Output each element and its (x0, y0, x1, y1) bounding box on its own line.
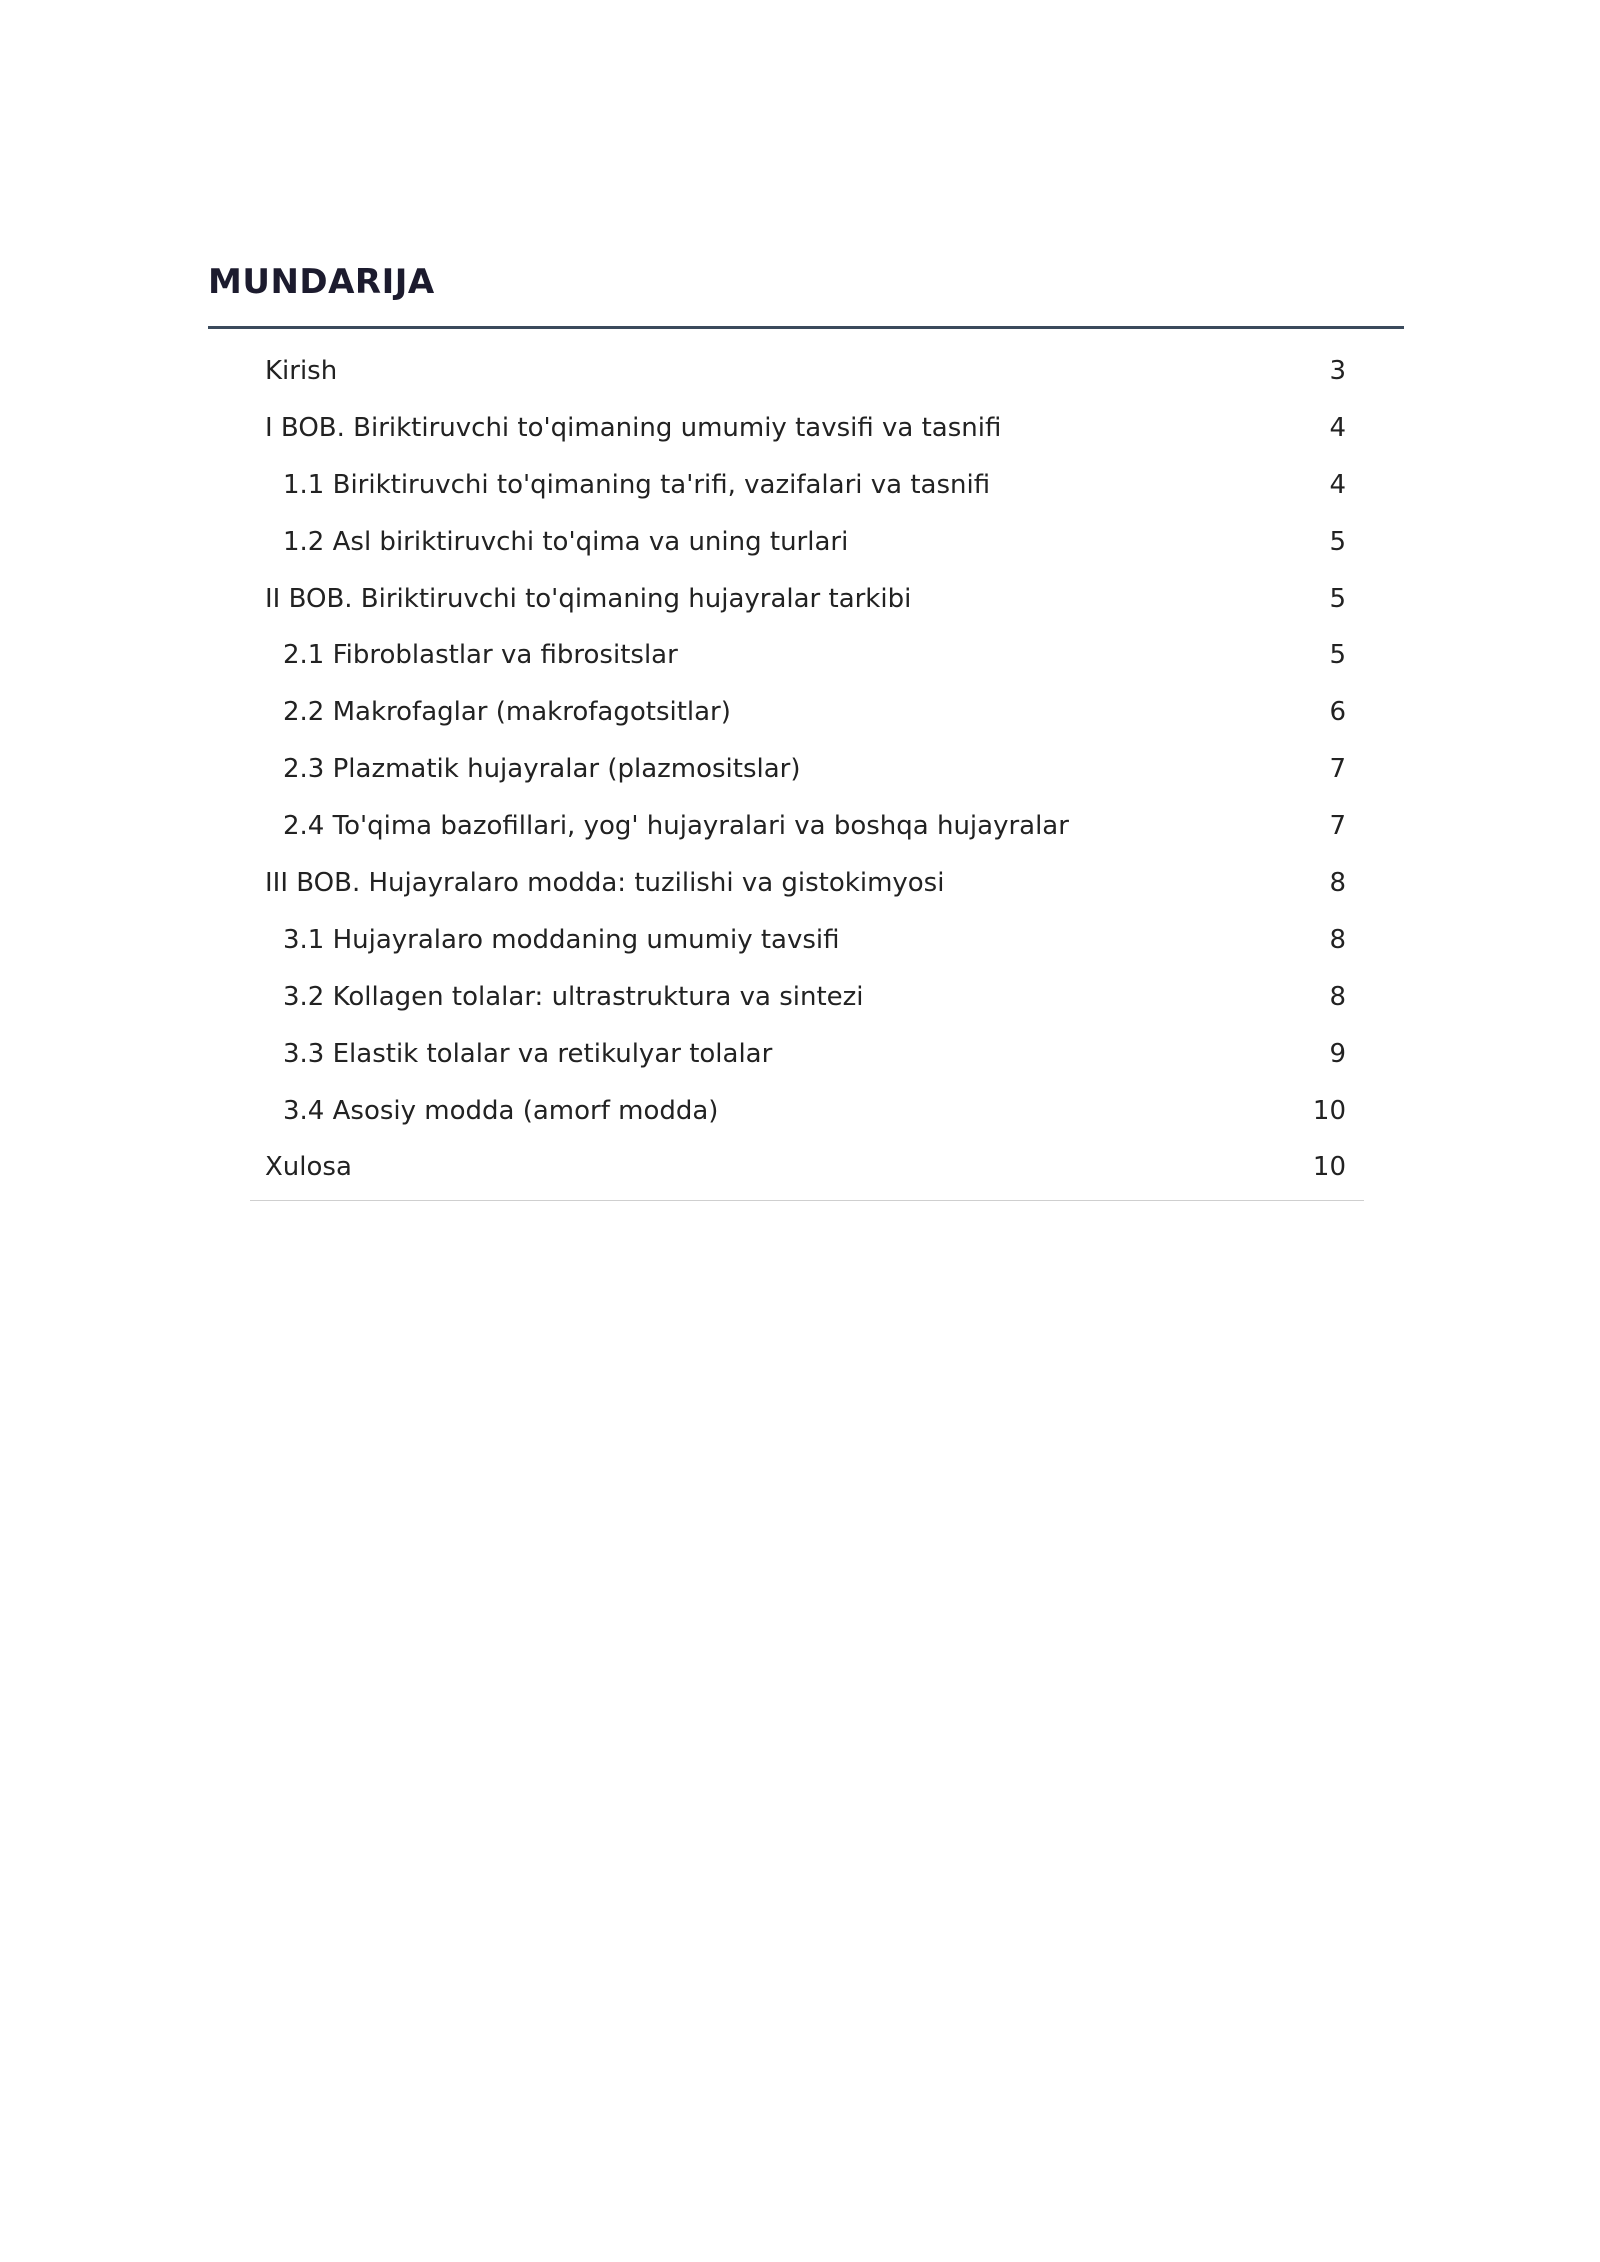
toc-entry-page: 9 (1329, 1038, 1346, 1069)
toc-entry[interactable] (250, 741, 1364, 798)
page-title: MUNDARIJA (208, 262, 435, 302)
toc-entry-page: 7 (1329, 811, 1346, 842)
title-divider (208, 326, 1404, 329)
table-of-contents (250, 343, 1364, 1201)
toc-entry[interactable] (250, 457, 1364, 514)
toc-entry[interactable] (250, 969, 1364, 1026)
toc-entry-page: 7 (1329, 754, 1346, 785)
toc-entry-page: 5 (1329, 583, 1346, 614)
toc-entry[interactable] (250, 571, 1364, 628)
toc-entry-label: II BOB. Biriktiruvchi to'qimaning hujayralar tarkibi (265, 583, 912, 614)
toc-entry-page: 6 (1329, 697, 1346, 728)
toc-entry[interactable] (250, 798, 1364, 855)
toc-entry-label: 1.1 Biriktiruvchi to'qimaning ta'rifi, vazifalari va tasnifi (283, 469, 991, 500)
toc-entry[interactable] (250, 514, 1364, 571)
toc-entry[interactable] (250, 343, 1364, 400)
toc-entry-page: 10 (1312, 1095, 1346, 1126)
toc-entry[interactable] (250, 912, 1364, 969)
toc-entry[interactable] (250, 1083, 1364, 1140)
toc-entry[interactable] (250, 1026, 1364, 1083)
toc-entry-label: 3.2 Kollagen tolalar: ultrastruktura va sintezi (283, 981, 864, 1012)
toc-entry-page: 3 (1329, 356, 1346, 386)
toc-entry[interactable] (250, 627, 1364, 684)
toc-entry-page: 5 (1329, 526, 1346, 557)
toc-entry-label: Kirish (265, 356, 338, 386)
toc-entry[interactable] (250, 1139, 1364, 1196)
toc-entry[interactable] (250, 855, 1364, 912)
toc-entry[interactable] (250, 400, 1364, 457)
toc-entry-label: 2.1 Fibroblastlar va fibrositslar (283, 640, 678, 671)
toc-entry-page: 4 (1329, 469, 1346, 500)
toc-entry-label: 3.4 Asosiy modda (amorf modda) (283, 1095, 719, 1126)
toc-entry-label: 2.3 Plazmatik hujayralar (plazmositslar) (283, 754, 801, 785)
toc-entry-page: 4 (1329, 412, 1346, 443)
toc-entry-page: 10 (1312, 1152, 1346, 1183)
toc-entry-page: 8 (1329, 868, 1346, 899)
toc-entry-label: Xulosa (265, 1152, 352, 1183)
toc-entry-label: 2.2 Makrofaglar (makrofagotsitlar) (283, 697, 731, 728)
toc-entry-label: 3.1 Hujayralaro moddaning umumiy tavsifi (283, 924, 840, 955)
toc-entry-label: 1.2 Asl biriktiruvchi to'qima va uning turlari (283, 526, 849, 557)
toc-entry-label: I BOB. Biriktiruvchi to'qimaning umumiy tavsifi va tasnifi (265, 412, 1002, 443)
toc-entry-page: 5 (1329, 640, 1346, 671)
toc-entry-page: 8 (1329, 981, 1346, 1012)
toc-entry-label: III BOB. Hujayralaro modda: tuzilishi va gistokimyosi (265, 868, 945, 899)
toc-entry-label: 3.3 Elastik tolalar va retikulyar tolalar (283, 1038, 773, 1069)
toc-entry-page: 8 (1329, 924, 1346, 955)
toc-entry[interactable] (250, 684, 1364, 741)
toc-entry-label: 2.4 To'qima bazofillari, yog' hujayralari va boshqa hujayralar (283, 811, 1069, 842)
